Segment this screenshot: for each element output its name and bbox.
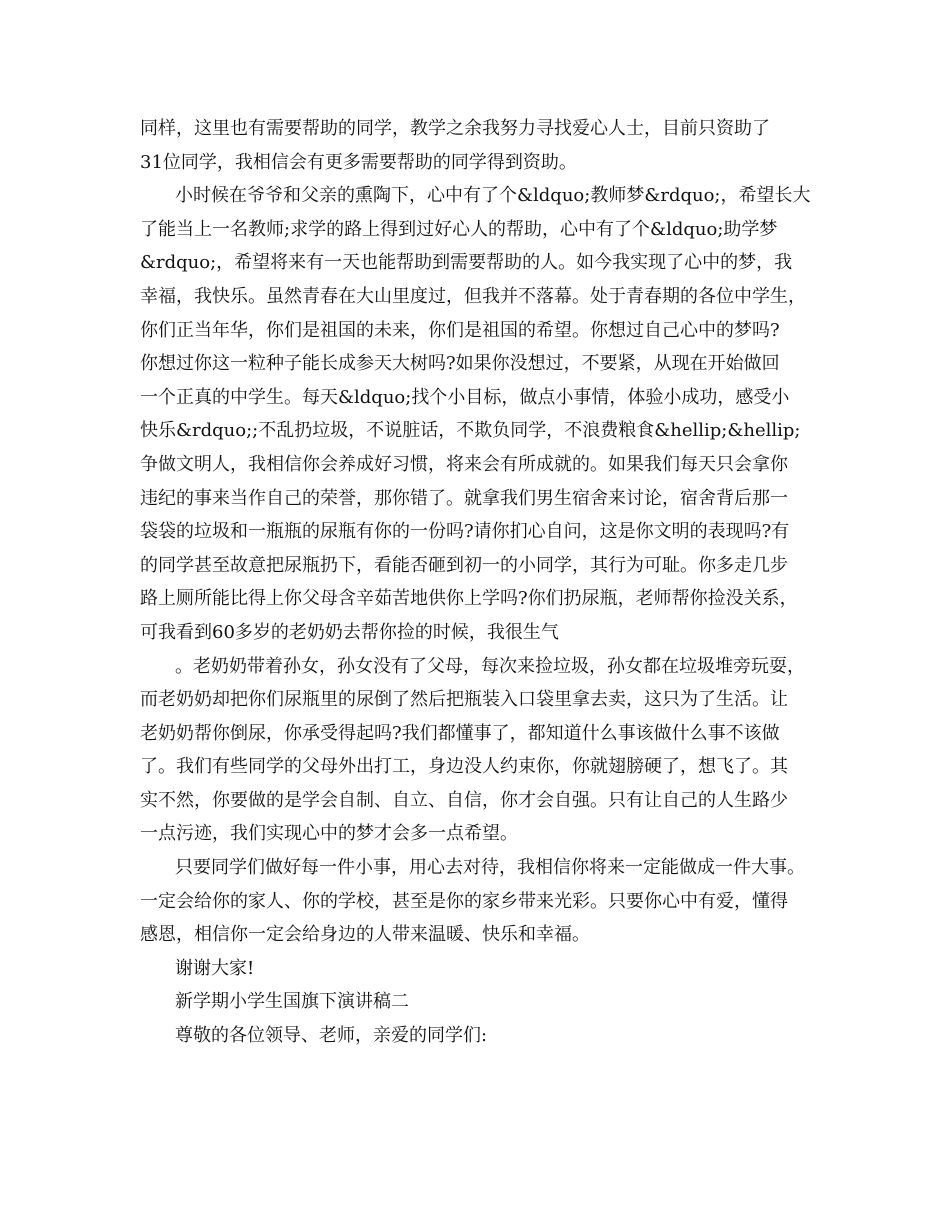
text-line: 你想过你这一粒种子能长成参天大树吗?如果你没想过，不要紧，从现在开始做回: [140, 353, 780, 375]
text-line: 你们正当年华，你们是祖国的未来，你们是祖国的希望。你想过自己心中的梦吗?: [140, 319, 780, 341]
text-line: 老奶奶帮你倒尿，你承受得起吗?我们都懂事了，都知道什么事该做什么事不该做: [140, 722, 780, 744]
text-line: 袋袋的垃圾和一瓶瓶的尿瓶有你的一份吗?请你扪心自问，这是你文明的表现吗?有: [140, 521, 790, 543]
text-line: 新学期小学生国旗下演讲稿二: [175, 991, 409, 1013]
text-line: 而老奶奶却把你们尿瓶里的尿倒了然后把瓶装入口袋里拿去卖，这只为了生活。让: [140, 689, 788, 711]
text-line: 争做文明人，我相信你会养成好习惯，将来会有所成就的。如果我们每天只会拿你: [140, 453, 788, 475]
text-line: 快乐&rdquo;;不乱扔垃圾，不说脏话，不欺负同学，不浪费粮食&hellip;&hellip;: [140, 420, 801, 442]
text-line: 31位同学，我相信会有更多需要帮助的同学得到资助。: [140, 151, 577, 173]
text-line: 可我看到60多岁的老奶奶去帮你捡的时候，我很生气: [140, 621, 559, 643]
document-page: [140, 112, 815, 1053]
text-line: 的同学甚至故意把尿瓶扔下，看能否砸到初一的小同学，其行为可耻。你多走几步: [140, 554, 788, 576]
text-line: 一点污迹，我们实现心中的梦才会多一点希望。: [140, 823, 518, 845]
text-line: 谢谢大家!: [175, 957, 255, 979]
text-line: 了能当上一名教师;求学的路上得到过好心人的帮助，心中有了个&ldquo;助学梦: [140, 218, 778, 240]
text-line: 。老奶奶带着孙女，孙女没有了父母，每次来捡垃圾，孙女都在垃圾堆旁玩耍，: [175, 655, 805, 677]
text-line: &rdquo;，希望将来有一天也能帮助到需要帮助的人。如今我实现了心中的梦，我: [140, 252, 793, 274]
text-line: 幸福，我快乐。虽然青春在大山里度过，但我并不落幕。处于青春期的各位中学生，: [140, 285, 806, 307]
text-line: 一个正真的中学生。每天&ldquo;找个小目标，做点小事情，体验小成功，感受小: [140, 386, 790, 408]
text-line: 一定会给你的家人、你的学校，甚至是你的家乡带来光彩。只要你心中有爱，懂得: [140, 890, 788, 912]
text-line: 路上厕所能比得上你父母含辛茹苦地供你上学吗?你们扔尿瓶，老师帮你捡没关系，: [140, 588, 798, 610]
text-line: 同样，这里也有需要帮助的同学，教学之余我努力寻找爱心人士，目前只资助了: [140, 118, 770, 139]
text-line: 只要同学们做好每一件小事，用心去对待，我相信你将来一定能做成一件大事。: [175, 857, 805, 879]
text-line: 违纪的事来当作自己的荣誉，那你错了。就拿我们男生宿舍来讨论，宿舍背后那一: [140, 487, 788, 509]
text-line: 实不然，你要做的是学会自制、自立、自信，你才会自强。只有让自己的人生路少: [140, 789, 788, 811]
text-line: 了。我们有些同学的父母外出打工，身边没人约束你，你就翅膀硬了，想飞了。其: [140, 756, 788, 778]
text-line: 小时候在爷爷和父亲的熏陶下，心中有了个&ldquo;教师梦&rdquo;，希望长大: [175, 185, 811, 207]
text-line: 尊敬的各位领导、老师，亲爱的同学们:: [175, 1025, 488, 1047]
text-line: 感恩，相信你一定会给身边的人带来温暖、快乐和幸福。: [140, 924, 590, 946]
